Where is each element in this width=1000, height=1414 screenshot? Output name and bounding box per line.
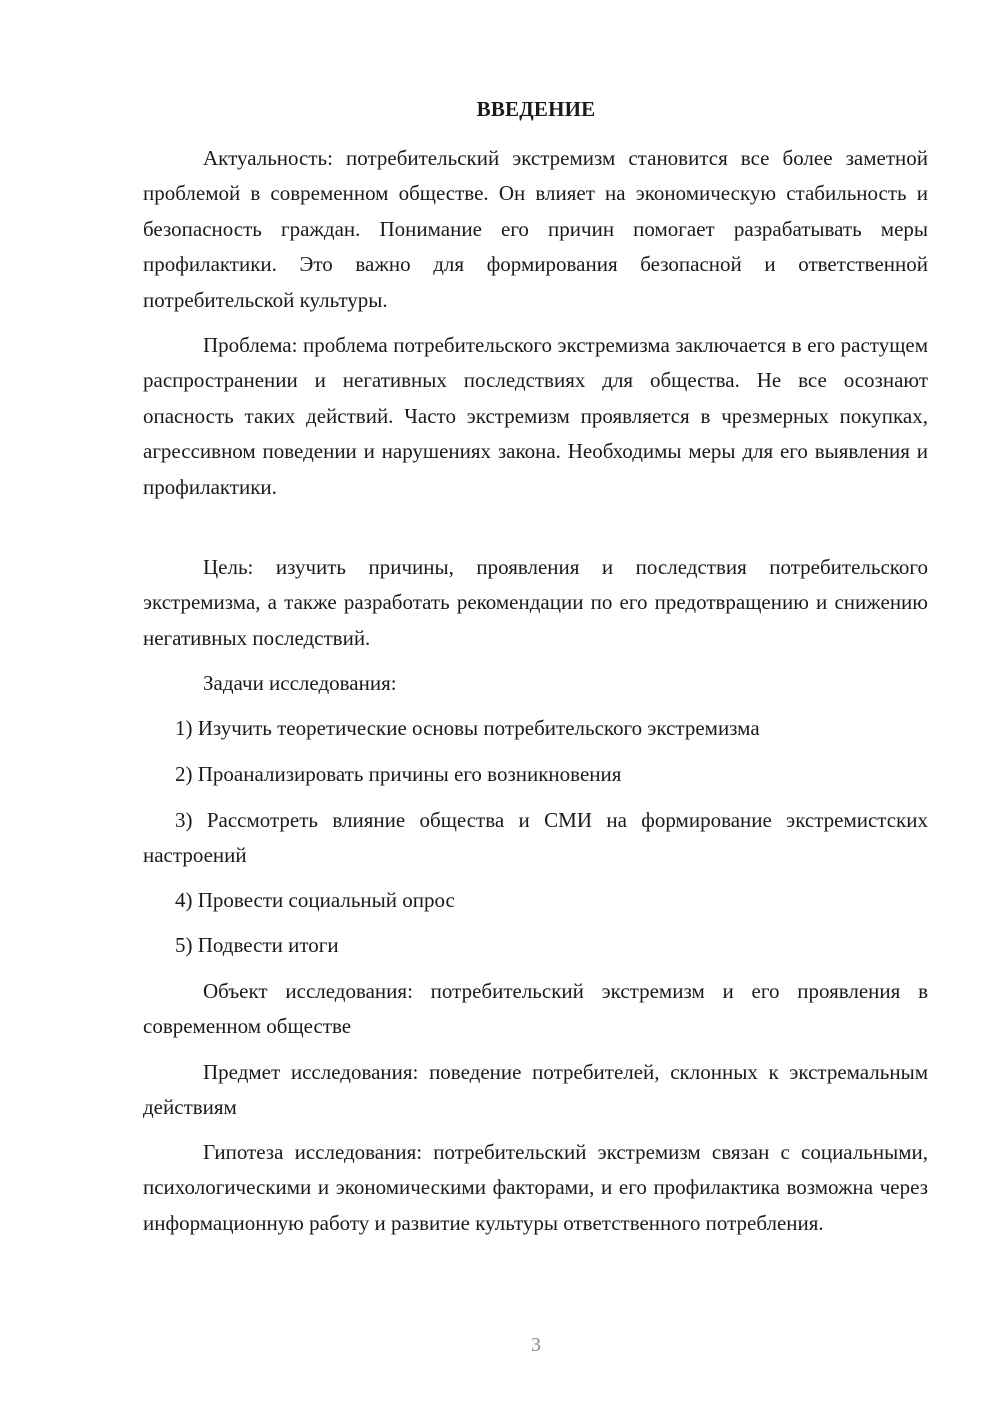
tasks-heading: Задачи исследования: (203, 671, 397, 695)
task-list-item: 5) Подвести итоги (175, 933, 339, 957)
page-title: ВВЕДЕНИЕ (476, 97, 596, 121)
task-list-item: 1) Изучить теоретические основы потребительского экстремизма (175, 716, 760, 740)
page-number: 3 (531, 1334, 541, 1356)
object-paragraph: Объект исследования: потребительский экстремизм и его проявления в современном обществе (143, 979, 928, 1039)
goal-paragraph: Цель: изучить причины, проявления и последствия потребительского экстремизма, а также разработать рекомендации по его предотвращению и снижению негативных последствий. (143, 555, 928, 650)
relevance-paragraph: Актуальность: потребительский экстремизм становится все более заметной проблемой в современном обществе. Он влияет на экономическую стабильность и безопасность граждан. Понимание его причин помогает разрабатывать меры профилактики. Это важно для формирования безопасной и ответственной потребительской культуры. (143, 146, 928, 312)
subject-paragraph: Предмет исследования: поведение потребителей, склонных к экстремальным действиям (143, 1060, 928, 1120)
problem-paragraph: Проблема: проблема потребительского экстремизма заключается в его растущем распространении и негативных последствиях для общества. Не все осознают опасность таких действий. Часто экстремизм проявляется в чрезмерных покупках, агрессивном поведении и нарушениях закона. Необходимы меры для его выявления и профилактики. (143, 333, 928, 499)
hypothesis-paragraph: Гипотеза исследования: потребительский экстремизм связан с социальными, психологическими и экономическими факторами, и его профилактика возможна через информационную работу и развитие культуры ответственного потребления. (143, 1140, 928, 1235)
task-list-item: 3) Рассмотреть влияние общества и СМИ на формирование экстремистских настроений (143, 808, 928, 868)
task-list-item: 2) Проанализировать причины его возникновения (175, 762, 622, 786)
task-list-item: 4) Провести социальный опрос (175, 888, 455, 912)
